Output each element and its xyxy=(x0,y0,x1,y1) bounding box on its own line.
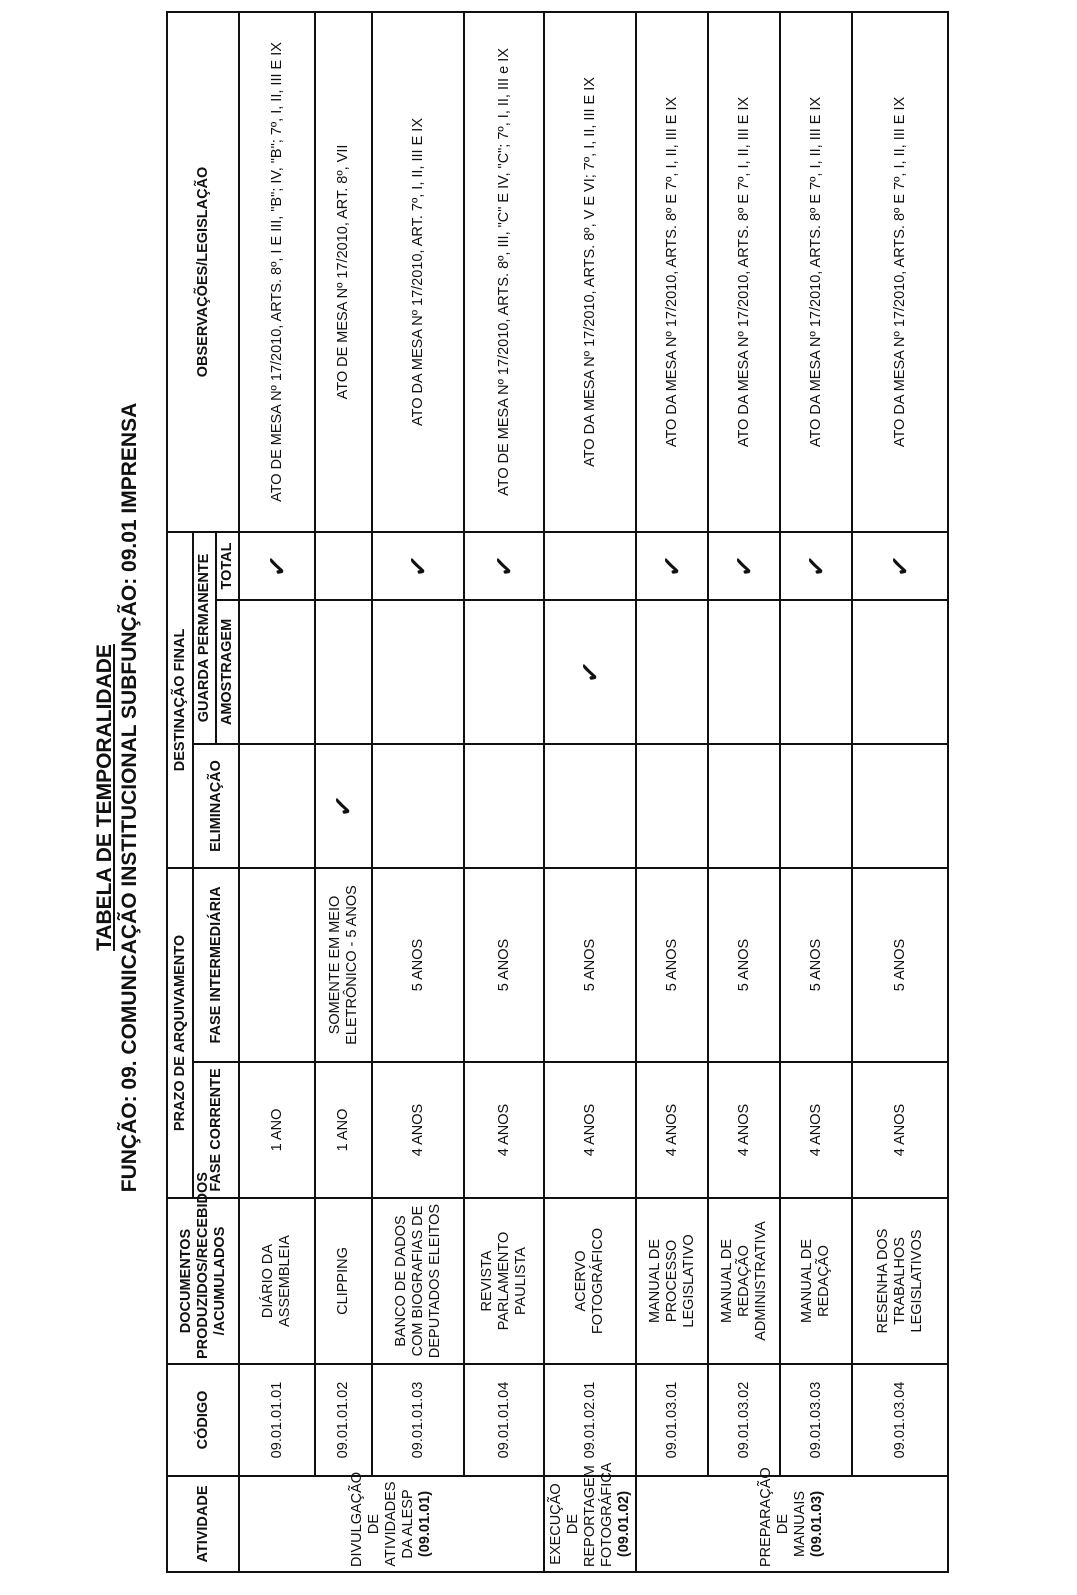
header-destinacao: DESTINAÇÃO FINAL xyxy=(167,532,193,868)
documento-cell: REVISTA PARLAMENTO PAULISTA xyxy=(464,1198,544,1364)
eliminacao-cell xyxy=(780,744,852,868)
fase-intermediaria-cell: 5 ANOS xyxy=(852,868,948,1062)
observacoes-cell: ATO DE MESA Nº 17/2010, ARTS. 8º, I E III, "B"; IV, "B"; 7º, I, II, III E IX xyxy=(239,12,315,532)
check-mark-icon: ✓ xyxy=(799,553,832,579)
header-eliminacao: ELIMINAÇÃO xyxy=(193,744,239,868)
fase-corrente-cell: 4 ANOS xyxy=(636,1062,708,1198)
fase-corrente-cell: 4 ANOS xyxy=(372,1062,464,1198)
fase-corrente-cell: 4 ANOS xyxy=(464,1062,544,1198)
documento-cell: ACERVO FOTOGRÁFICO xyxy=(544,1198,636,1364)
documento-cell: MANUAL DE PROCESSO LEGISLATIVO xyxy=(636,1198,708,1364)
fase-corrente-cell: 4 ANOS xyxy=(780,1062,852,1198)
fase-corrente-cell: 1 ANO xyxy=(315,1062,372,1198)
codigo-cell: 09.01.01.02 xyxy=(315,1364,372,1476)
page-subtitle: FUNÇÃO: 09. COMUNICAÇÃO INSTITUCIONAL SUBFUNÇÃO: 09.01 IMPRENSA xyxy=(118,402,141,1193)
observacoes-cell: ATO DE MESA Nº 17/2010, ARTS. 8º, III, "C" E IV, "C"; 7º, I, II, III e IX xyxy=(464,12,544,532)
check-mark-icon: ✓ xyxy=(883,553,916,579)
header-prazo: PRAZO DE ARQUIVAMENTO xyxy=(167,868,193,1198)
total-cell xyxy=(315,532,372,600)
fase-corrente-cell: 4 ANOS xyxy=(708,1062,780,1198)
table-row xyxy=(239,12,315,1572)
amostragem-cell xyxy=(852,600,948,744)
documento-cell: BANCO DE DADOS COM BIOGRAFIAS DE DEPUTADOS ELEITOS xyxy=(372,1198,464,1364)
codigo-cell: 09.01.02.01 xyxy=(544,1364,636,1476)
eliminacao-cell xyxy=(544,744,636,868)
page-title: TABELA DE TEMPORALIDADE xyxy=(93,644,116,951)
amostragem-cell xyxy=(544,600,636,744)
amostragem-cell xyxy=(708,600,780,744)
activity-code: (09.01.01) xyxy=(417,1490,433,1558)
header-documentos: DOCUMENTOS PRODUZIDOS/RECEBIDOS /ACUMULADOS xyxy=(167,1198,239,1364)
header-total: TOTAL xyxy=(216,532,239,600)
codigo-cell: 09.01.01.04 xyxy=(464,1364,544,1476)
observacoes-cell: ATO DA MESA Nº 17/2010, ARTS. 8º E 7º, I, II, III E IX xyxy=(636,12,708,532)
fase-intermediaria-cell: 5 ANOS xyxy=(708,868,780,1062)
eliminacao-cell xyxy=(708,744,780,868)
table-row xyxy=(636,12,708,1572)
fase-corrente-cell: 4 ANOS xyxy=(544,1062,636,1198)
table-row xyxy=(315,12,372,1572)
header-amostragem: AMOSTRAGEM xyxy=(216,600,239,744)
observacoes-cell: ATO DE MESA Nº 17/2010, ART. 8º, VII xyxy=(315,12,372,532)
eliminacao-cell xyxy=(464,744,544,868)
check-mark-icon: ✓ xyxy=(727,553,760,579)
fase-intermediaria-cell: 5 ANOS xyxy=(464,868,544,1062)
check-mark-icon: ✓ xyxy=(655,553,688,579)
codigo-cell: 09.01.03.01 xyxy=(636,1364,708,1476)
amostragem-cell xyxy=(464,600,544,744)
activity-code: (09.01.02) xyxy=(615,1490,632,1558)
fase-corrente-cell: 4 ANOS xyxy=(852,1062,948,1198)
eliminacao-cell xyxy=(315,744,372,868)
total-cell xyxy=(636,532,708,600)
total-cell xyxy=(780,532,852,600)
codigo-cell: 09.01.03.02 xyxy=(708,1364,780,1476)
eliminacao-cell xyxy=(852,744,948,868)
amostragem-cell xyxy=(372,600,464,744)
eliminacao-cell xyxy=(239,744,315,868)
table-row xyxy=(372,12,464,1572)
table-row xyxy=(780,12,852,1572)
activity-cell xyxy=(636,1467,948,1572)
observacoes-cell: ATO DA MESA Nº 17/2010, ARTS. 8º E 7º, I, II, III E IX xyxy=(780,12,852,532)
documento-cell: DIÁRIO DA ASSEMBLEIA xyxy=(239,1198,315,1364)
check-mark-icon: ✓ xyxy=(487,553,520,579)
amostragem-cell xyxy=(780,600,852,744)
activity-cell xyxy=(239,1471,544,1572)
total-cell xyxy=(464,532,544,600)
total-cell xyxy=(852,532,948,600)
check-mark-icon: ✓ xyxy=(326,793,360,819)
documento-cell: MANUAL DE REDAÇÃO xyxy=(780,1198,852,1364)
fase-intermediaria-cell xyxy=(239,868,315,1062)
temporality-table xyxy=(166,11,949,1573)
total-cell xyxy=(544,532,636,600)
fase-intermediaria-cell: 5 ANOS xyxy=(372,868,464,1062)
observacoes-cell: ATO DA MESA Nº 17/2010, ARTS. 8º E 7º, I, II, III E IX xyxy=(852,12,948,532)
header-codigo: CÓDIGO xyxy=(167,1364,239,1476)
amostragem-cell xyxy=(315,600,372,744)
fase-intermediaria-cell: 5 ANOS xyxy=(636,868,708,1062)
observacoes-cell: ATO DA MESA Nº 17/2010, ARTS. 8º E 7º, I, II, III E IX xyxy=(708,12,780,532)
fase-corrente-cell: 1 ANO xyxy=(239,1062,315,1198)
observacoes-cell: ATO DA MESA Nº 17/2010, ART. 7º, I, II, III E IX xyxy=(372,12,464,532)
header-fase-corrente: FASE CORRENTE xyxy=(193,1062,239,1198)
activity-label: PREPARAÇÃO DE MANUAIS xyxy=(758,1467,808,1567)
fase-intermediaria-cell: 5 ANOS xyxy=(780,868,852,1062)
table-body xyxy=(239,12,948,1572)
header-fase-intermediaria: FASE INTERMEDIÁRIA xyxy=(193,868,239,1062)
activity-label: EXECUÇÃO DE REPORTAGEM FOTOGRÁFICA xyxy=(547,1462,615,1567)
check-mark-icon: ✓ xyxy=(260,553,293,579)
fase-intermediaria-cell: 5 ANOS xyxy=(544,868,636,1062)
total-cell xyxy=(239,532,315,600)
codigo-cell: 09.01.01.01 xyxy=(239,1364,315,1476)
header-observacoes: OBSERVAÇÕES/LEGISLAÇÃO xyxy=(167,12,239,532)
documento-cell: MANUAL DE REDAÇÃO ADMINISTRATIVA xyxy=(708,1198,780,1364)
amostragem-cell xyxy=(636,600,708,744)
table-row xyxy=(852,12,948,1572)
check-mark-icon: ✓ xyxy=(573,659,606,685)
fase-intermediaria-cell: SOMENTE EM MEIO ELETRÔNICO - 5 ANOS xyxy=(315,868,372,1062)
eliminacao-cell xyxy=(372,744,464,868)
activity-label: DIVULGAÇÃO DE ATIVIDADES DA ALESP xyxy=(349,1471,416,1567)
activity-cell xyxy=(544,1462,636,1572)
total-cell xyxy=(372,532,464,600)
documento-cell: RESENHA DOS TRABALHOS LEGISLATIVOS xyxy=(852,1198,948,1364)
table-row xyxy=(464,12,544,1572)
documento-cell: CLIPPING xyxy=(315,1198,372,1364)
activity-code: (09.01.03) xyxy=(809,1490,825,1558)
total-cell xyxy=(708,532,780,600)
table-row xyxy=(544,12,636,1572)
codigo-cell: 09.01.03.03 xyxy=(780,1364,852,1476)
table-row xyxy=(708,12,780,1572)
header-guarda: GUARDA PERMANENTE xyxy=(193,532,216,744)
check-mark-icon: ✓ xyxy=(401,553,434,579)
codigo-cell: 09.01.03.04 xyxy=(852,1364,948,1476)
codigo-cell: 09.01.01.03 xyxy=(372,1364,464,1476)
header-atividade: ATIVIDADE xyxy=(167,1476,239,1572)
eliminacao-cell xyxy=(636,744,708,868)
amostragem-cell xyxy=(239,600,315,744)
observacoes-cell: ATO DA MESA Nº 17/2010, ARTS. 8º, V E VI; 7º, I, II, III E IX xyxy=(544,12,636,532)
